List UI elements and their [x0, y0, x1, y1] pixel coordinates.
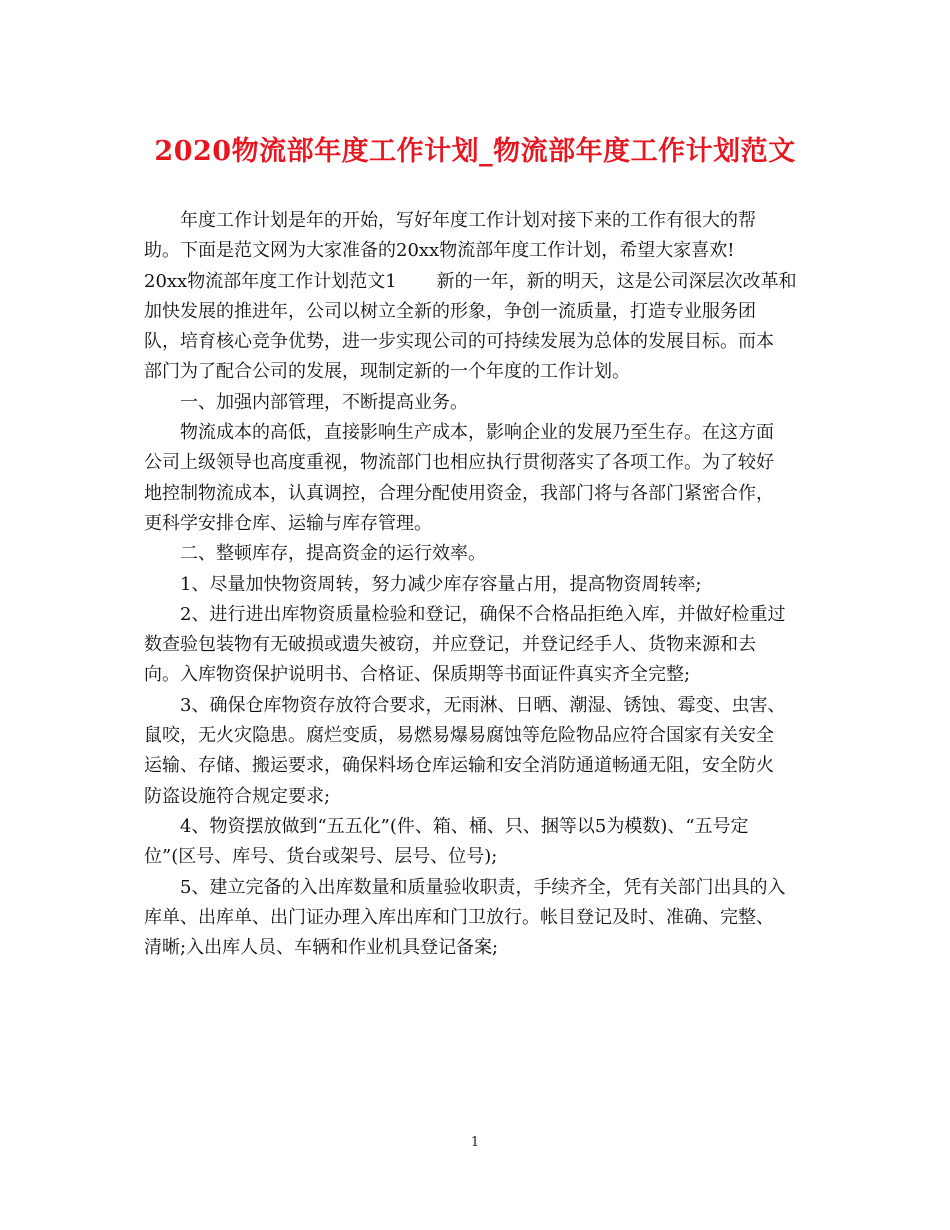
paragraph-line: 清晰;入出库人员、车辆和作业机具登记备案;	[144, 937, 499, 959]
paragraph-line: 加快发展的推进年，公司以树立全新的形象，争创一流质量，打造专业服务团	[144, 300, 756, 322]
list-item: 5、建立完备的入出库数量和质量验收职责，手续齐全，凭有关部门出具的入	[180, 876, 786, 898]
paragraph-text: 新的一年，新的明天，这是公司深层次改革和	[436, 270, 797, 292]
section-heading: 20xx物流部年度工作计划范文1	[144, 270, 397, 292]
list-item: 2、进行进出库物资质量检验和登记，确保不合格品拒绝入库，并做好检重过	[180, 603, 786, 625]
paragraph-line	[144, 267, 814, 297]
paragraph-line: 年度工作计划是年的开始，写好年度工作计划对接下来的工作有很大的帮	[180, 210, 756, 231]
document-body	[144, 206, 814, 963]
paragraph-line: 队，培育核心竞争优势，进一步实现公司的可持续发展为总体的发展目标。而本	[144, 331, 774, 353]
paragraph-line: 公司上级领导也高度重视，物流部门也相应执行贯彻落实了各项工作。为了较好	[144, 452, 774, 474]
paragraph-line: 助。下面是范文网为大家准备的20xx物流部年度工作计划，希望大家喜欢!	[144, 240, 735, 262]
paragraph-line: 数查验包装物有无破损或遗失被窃，并应登记，并登记经手人、货物来源和去	[144, 634, 756, 656]
paragraph-line: 防盗设施符合规定要求;	[144, 785, 331, 807]
list-item: 4、物资摆放做到“五五化”(件、箱、桶、只、捆等以5为模数)、“五号定	[180, 815, 749, 837]
paragraph-line: 鼠咬，无火灾隐患。腐烂变质，易燃易爆易腐蚀等危险物品应符合国家有关安全	[144, 725, 774, 747]
paragraph-line: 地控制物流成本，认真调控，合理分配使用资金，我部门将与各部门紧密合作，	[144, 482, 774, 504]
paragraph-line: 运输、存储、搬运要求，确保料场仓库运输和安全消防通道畅通无阻，安全防火	[144, 755, 774, 777]
paragraph-line: 部门为了配合公司的发展，现制定新的一个年度的工作计划。	[144, 361, 630, 383]
paragraph-line: 库单、出库单、出门证办理入库出库和门卫放行。帐目登记及时、准确、完整、	[144, 906, 774, 928]
list-item: 1、尽量加快物资周转，努力减少库存容量占用，提高物资周转率;	[180, 573, 702, 595]
list-item: 3、确保仓库物资存放符合要求，无雨淋、日晒、潮湿、锈蚀、霉变、虫害、	[180, 694, 786, 716]
paragraph-line: 物流成本的高低，直接影响生产成本，影响企业的发展乃至生存。在这方面	[180, 422, 774, 444]
document-title: 2020物流部年度工作计划_物流部年度工作计划范文	[154, 136, 796, 167]
paragraph-line: 向。入库物资保护说明书、合格证、保质期等书面证件真实齐全完整;	[144, 664, 691, 686]
page-number: 1	[470, 1135, 480, 1150]
paragraph-line: 位”(区号、库号、货台或架号、层号、位号);	[144, 846, 498, 868]
paragraph-line: 更科学安排仓库、运输与库存管理。	[144, 512, 432, 534]
section-heading: 一、加强内部管理，不断提高业务。	[180, 391, 468, 413]
section-heading: 二、整顿库存，提高资金的运行效率。	[180, 543, 486, 565]
